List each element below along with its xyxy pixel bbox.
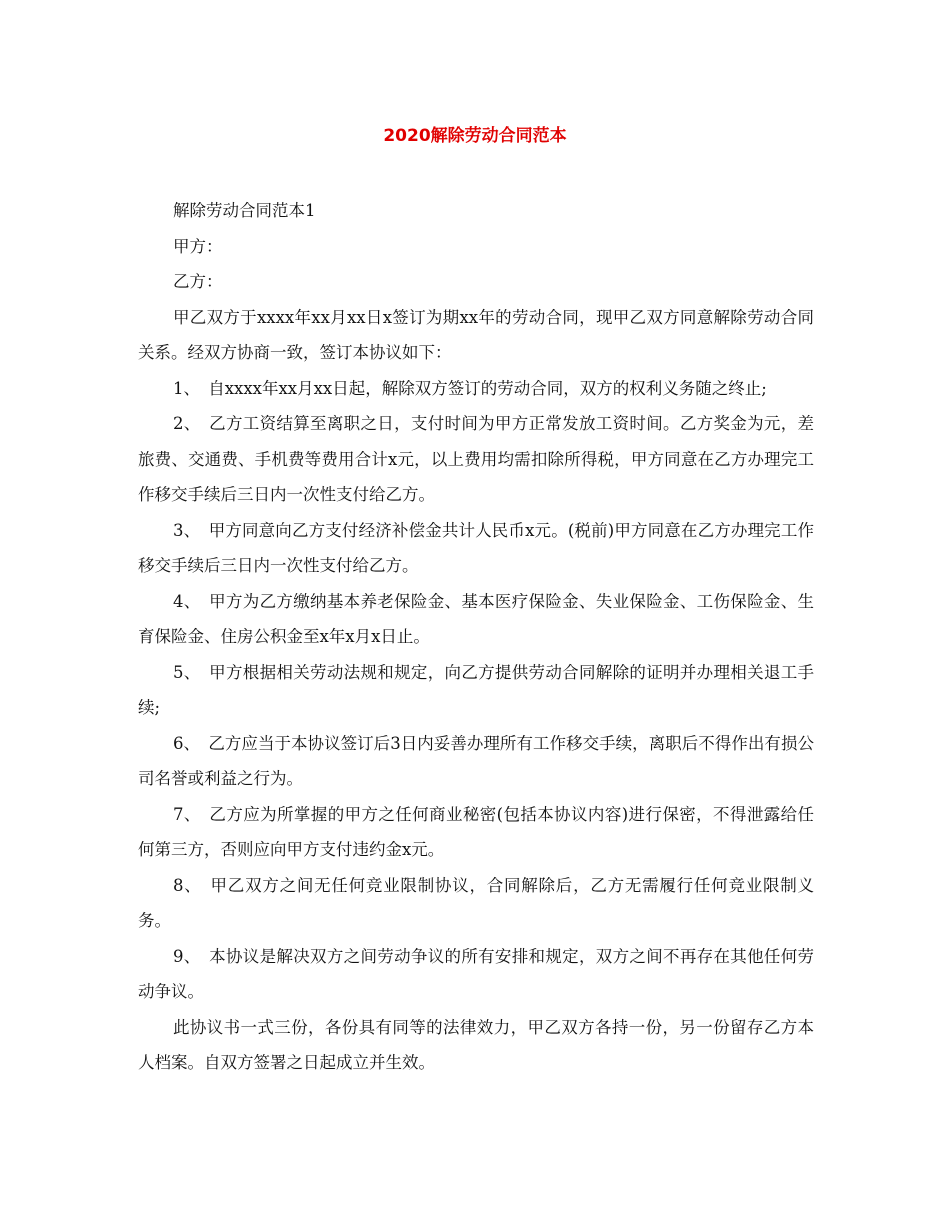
- clause-9: 9、 本协议是解决双方之间劳动争议的所有安排和规定，双方之间不再存在其他任何劳动争议。: [138, 946, 814, 1001]
- intro-paragraph: 甲乙双方于xxxx年xx月xx日x签订为期xx年的劳动合同，现甲乙双方同意解除劳动合同关系。经双方协商一致，签订本协议如下：: [138, 307, 814, 362]
- clause-5: 5、 甲方根据相关劳动法规和规定，向乙方提供劳动合同解除的证明并办理相关退工手续;: [138, 662, 814, 717]
- party-a-line: 甲方：: [173, 236, 223, 256]
- clause-3: 3、 甲方同意向乙方支付经济补偿金共计人民币x元。(税前)甲方同意在乙方办理完工作移交手续后三日内一次性支付给乙方。: [138, 520, 814, 575]
- party-b-line: 乙方：: [173, 272, 223, 291]
- document-body: [138, 193, 814, 1081]
- document-title: 2020解除劳动合同范本: [383, 126, 567, 146]
- clause-6: 6、 乙方应当于本协议签订后3日内妥善办理所有工作移交手续，离职后不得作出有损公司名誉或利益之行为。: [138, 733, 814, 788]
- document-subtitle: 解除劳动合同范本1: [173, 201, 316, 220]
- clause-2: 2、 乙方工资结算至离职之日，支付时间为甲方正常发放工资时间。乙方奖金为元，差旅费、交通费、手机费等费用合计x元，以上费用均需扣除所得税，甲方同意在乙方办理完工作移交手续后三日内一次性支付给乙方。: [138, 414, 814, 504]
- clause-7: 7、 乙方应为所掌握的甲方之任何商业秘密(包括本协议内容)进行保密，不得泄露给任何第三方，否则应向甲方支付违约金x元。: [138, 804, 814, 859]
- clause-1: 1、 自xxxx年xx月xx日起，解除双方签订的劳动合同，双方的权利义务随之终止;: [173, 378, 767, 398]
- closing-paragraph: 此协议书一式三份，各份具有同等的法律效力，甲乙双方各持一份，另一份留存乙方本人档案。自双方签署之日起成立并生效。: [138, 1017, 814, 1072]
- clause-4: 4、 甲方为乙方缴纳基本养老保险金、基本医疗保险金、失业保险金、工伤保险金、生育保险金、住房公积金至x年x月x日止。: [138, 591, 814, 646]
- clause-8: 8、 甲乙双方之间无任何竞业限制协议，合同解除后，乙方无需履行任何竞业限制义务。: [138, 875, 814, 930]
